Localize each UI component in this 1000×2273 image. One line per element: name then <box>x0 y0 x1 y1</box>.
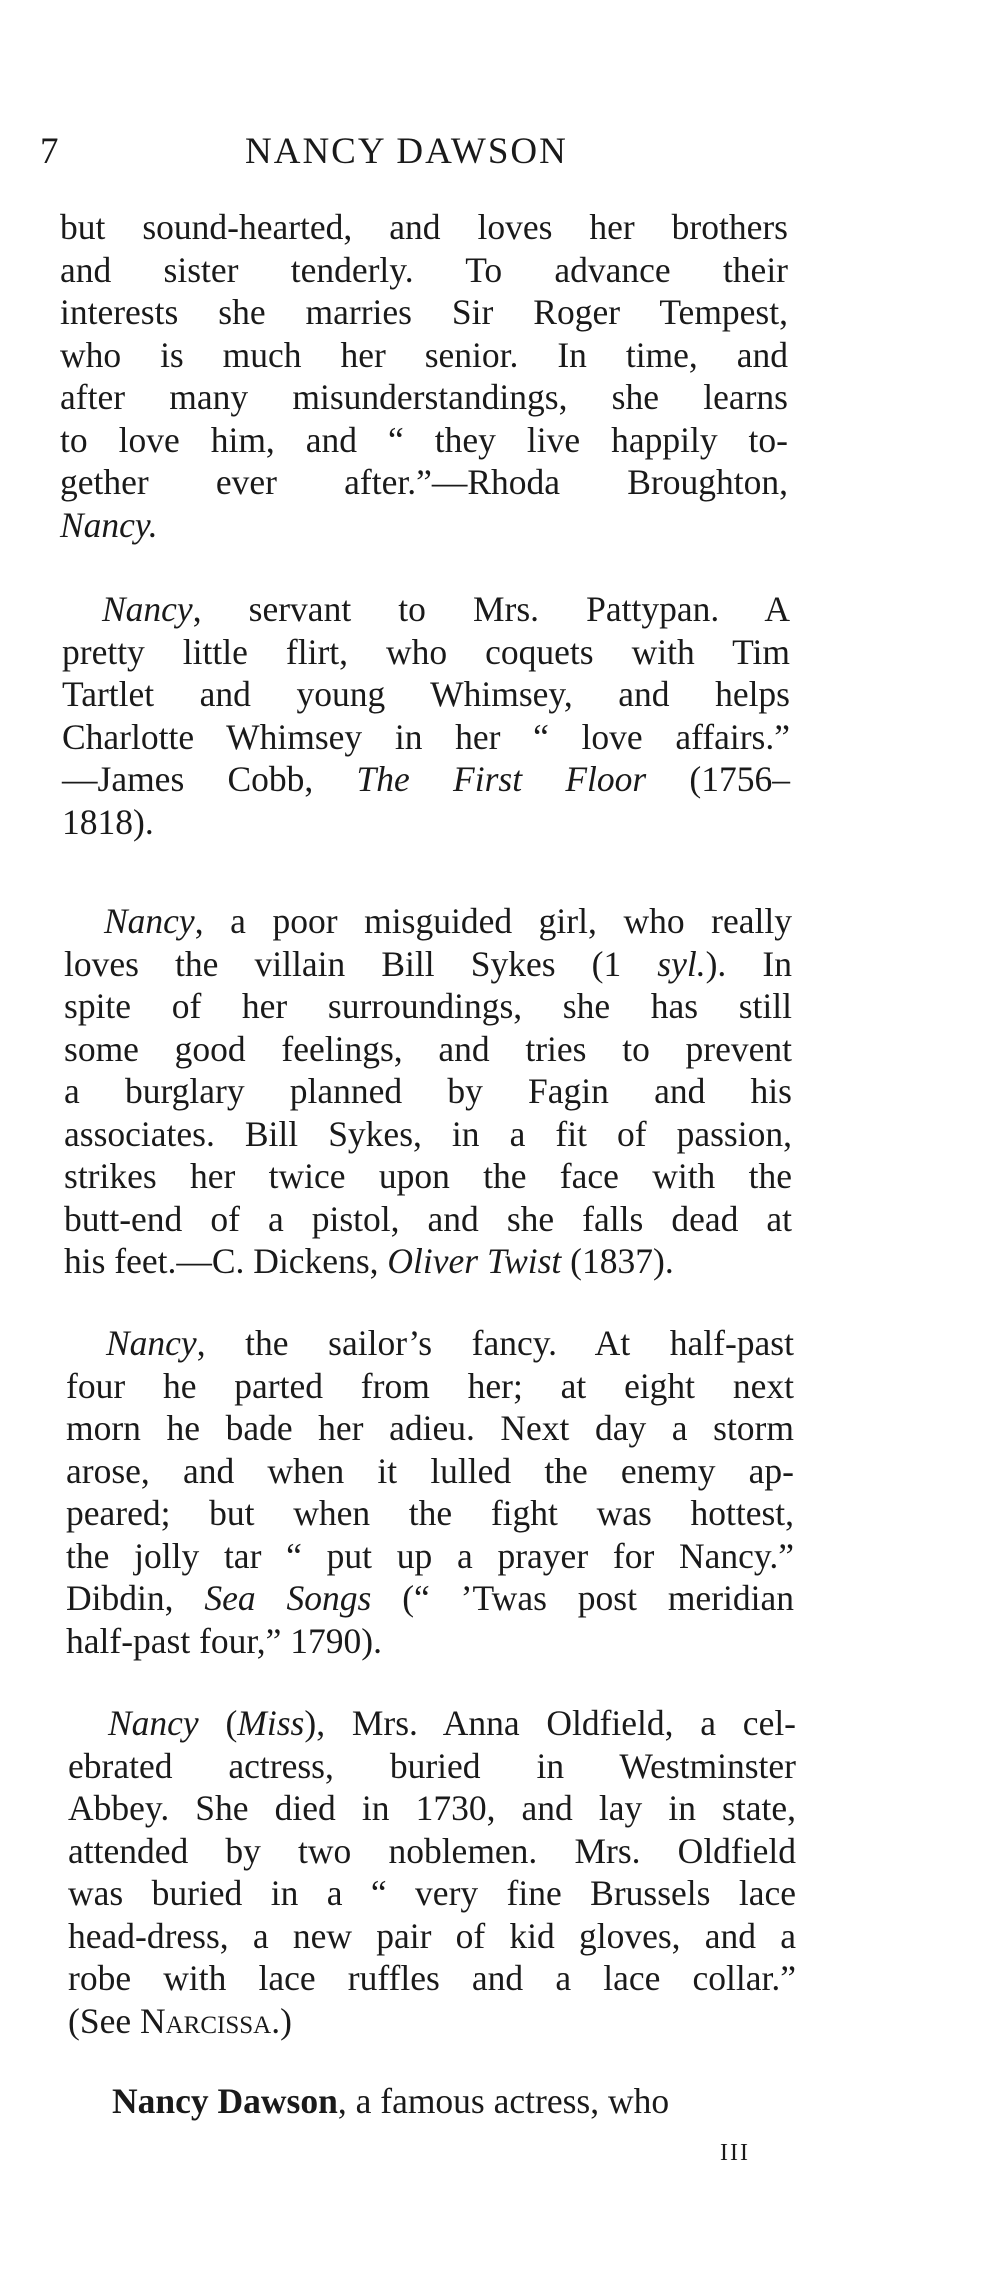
entry-headword: Nancy <box>102 589 193 629</box>
text-line: a burglary planned by Fagin and his <box>64 1071 792 1111</box>
text-line: the jolly tar “ put up a prayer for Nancy.” <box>66 1535 794 1576</box>
text-line: arose, and when it lulled the enemy ap- <box>66 1450 794 1491</box>
text-line: (See Narcissa.) <box>68 2000 292 2041</box>
book-title: Nancy. <box>60 504 158 545</box>
text-line: peared; but when the fight was hottest, <box>66 1493 794 1533</box>
text-line: Charlotte Whimsey in her “ love affairs.” <box>62 716 790 757</box>
text-line: ebrated actress, buried in Westminster <box>68 1745 796 1786</box>
cross-reference: Narcissa <box>139 2000 272 2041</box>
text-line: attended by two noblemen. Mrs. Oldfield <box>68 1830 796 1871</box>
text-line: head-dress, a new pair of kid gloves, and a <box>68 1915 796 1956</box>
entry-first-line: Nancy, the sailor’s fancy. At half-past <box>106 1323 794 1363</box>
text-line: morn he bade her adieu. Next day a storm <box>66 1408 794 1448</box>
entry-nancy-oliver-twist <box>64 900 792 1283</box>
entry-first-line: Nancy, a poor misguided girl, who really <box>104 901 792 941</box>
text-line: after many misunderstandings, she learns <box>60 377 788 417</box>
book-title: Sea Songs <box>204 1578 372 1618</box>
text-line: robe with lace ruffles and a lace collar.” <box>68 1958 796 1998</box>
text-line: but sound-hearted, and loves her brothers <box>60 207 788 247</box>
text-line: —James Cobb, The First Floor (1756– <box>62 759 790 799</box>
text-line: Dibdin, Sea Songs (“ ’Twas post meridian <box>66 1578 794 1618</box>
text-line: to love him, and “ they live happily to- <box>60 419 788 460</box>
text-line: his feet.—C. Dickens, Oliver Twist (1837). <box>64 1241 674 1281</box>
entry-continuation <box>60 206 788 546</box>
text-line: spite of her surroundings, she has still <box>64 986 792 1026</box>
entry-nancy-sailor <box>66 1322 794 1662</box>
page-header <box>40 130 800 180</box>
entry-first-line: Nancy (Miss), Mrs. Anna Oldfield, a cel- <box>108 1703 797 1743</box>
book-title: The First Floor <box>356 759 647 799</box>
page-number: 7 <box>40 131 60 172</box>
text-line: butt-end of a pistol, and she falls dead at <box>64 1198 792 1239</box>
text-line: pretty little flirt, who coquets with Tim <box>62 631 790 672</box>
text-line: 1818). <box>62 801 154 842</box>
text-line: who is much her senior. In time, and <box>60 334 788 375</box>
entry-first-line: Nancy Dawson, a famous actress, who <box>112 2081 670 2121</box>
running-head: NANCY DAWSON <box>245 131 568 172</box>
signature-mark: III <box>720 2140 750 2166</box>
text-line: four he parted from her; at eight next <box>66 1365 794 1406</box>
text-line: and sister tenderly. To advance their <box>60 249 788 290</box>
entry-headword: Nancy <box>104 901 195 941</box>
entry-headword: Nancy <box>106 1323 197 1363</box>
entry-nancy-miss <box>68 1702 796 2042</box>
entry-first-line: Nancy, servant to Mrs. Pattypan. A <box>102 589 790 629</box>
text-line: loves the villain Bill Sykes (1 syl.). In <box>64 943 792 984</box>
text-line: Abbey. She died in 1730, and lay in state, <box>68 1788 796 1828</box>
entry-nancy-servant <box>62 588 790 843</box>
text-line: was buried in a “ very fine Brussels lace <box>68 1873 796 1913</box>
book-title: Oliver Twist <box>387 1241 562 1281</box>
text-line: gether ever after.”—Rhoda Broughton, <box>60 462 788 502</box>
text-line: some good feelings, and tries to prevent <box>64 1028 792 1069</box>
text-line: Tartlet and young Whimsey, and helps <box>62 674 790 714</box>
text-line: associates. Bill Sykes, in a fit of passion, <box>64 1113 792 1154</box>
entry-headword: Nancy Dawson <box>112 2081 338 2121</box>
text-line: half-past four,” 1790). <box>66 1620 382 1661</box>
entry-headword: Nancy <box>108 1703 199 1743</box>
text-line: strikes her twice upon the face with the <box>64 1156 792 1196</box>
entry-nancy-dawson <box>72 2080 800 2123</box>
text-line: interests she marries Sir Roger Tempest, <box>60 292 788 332</box>
